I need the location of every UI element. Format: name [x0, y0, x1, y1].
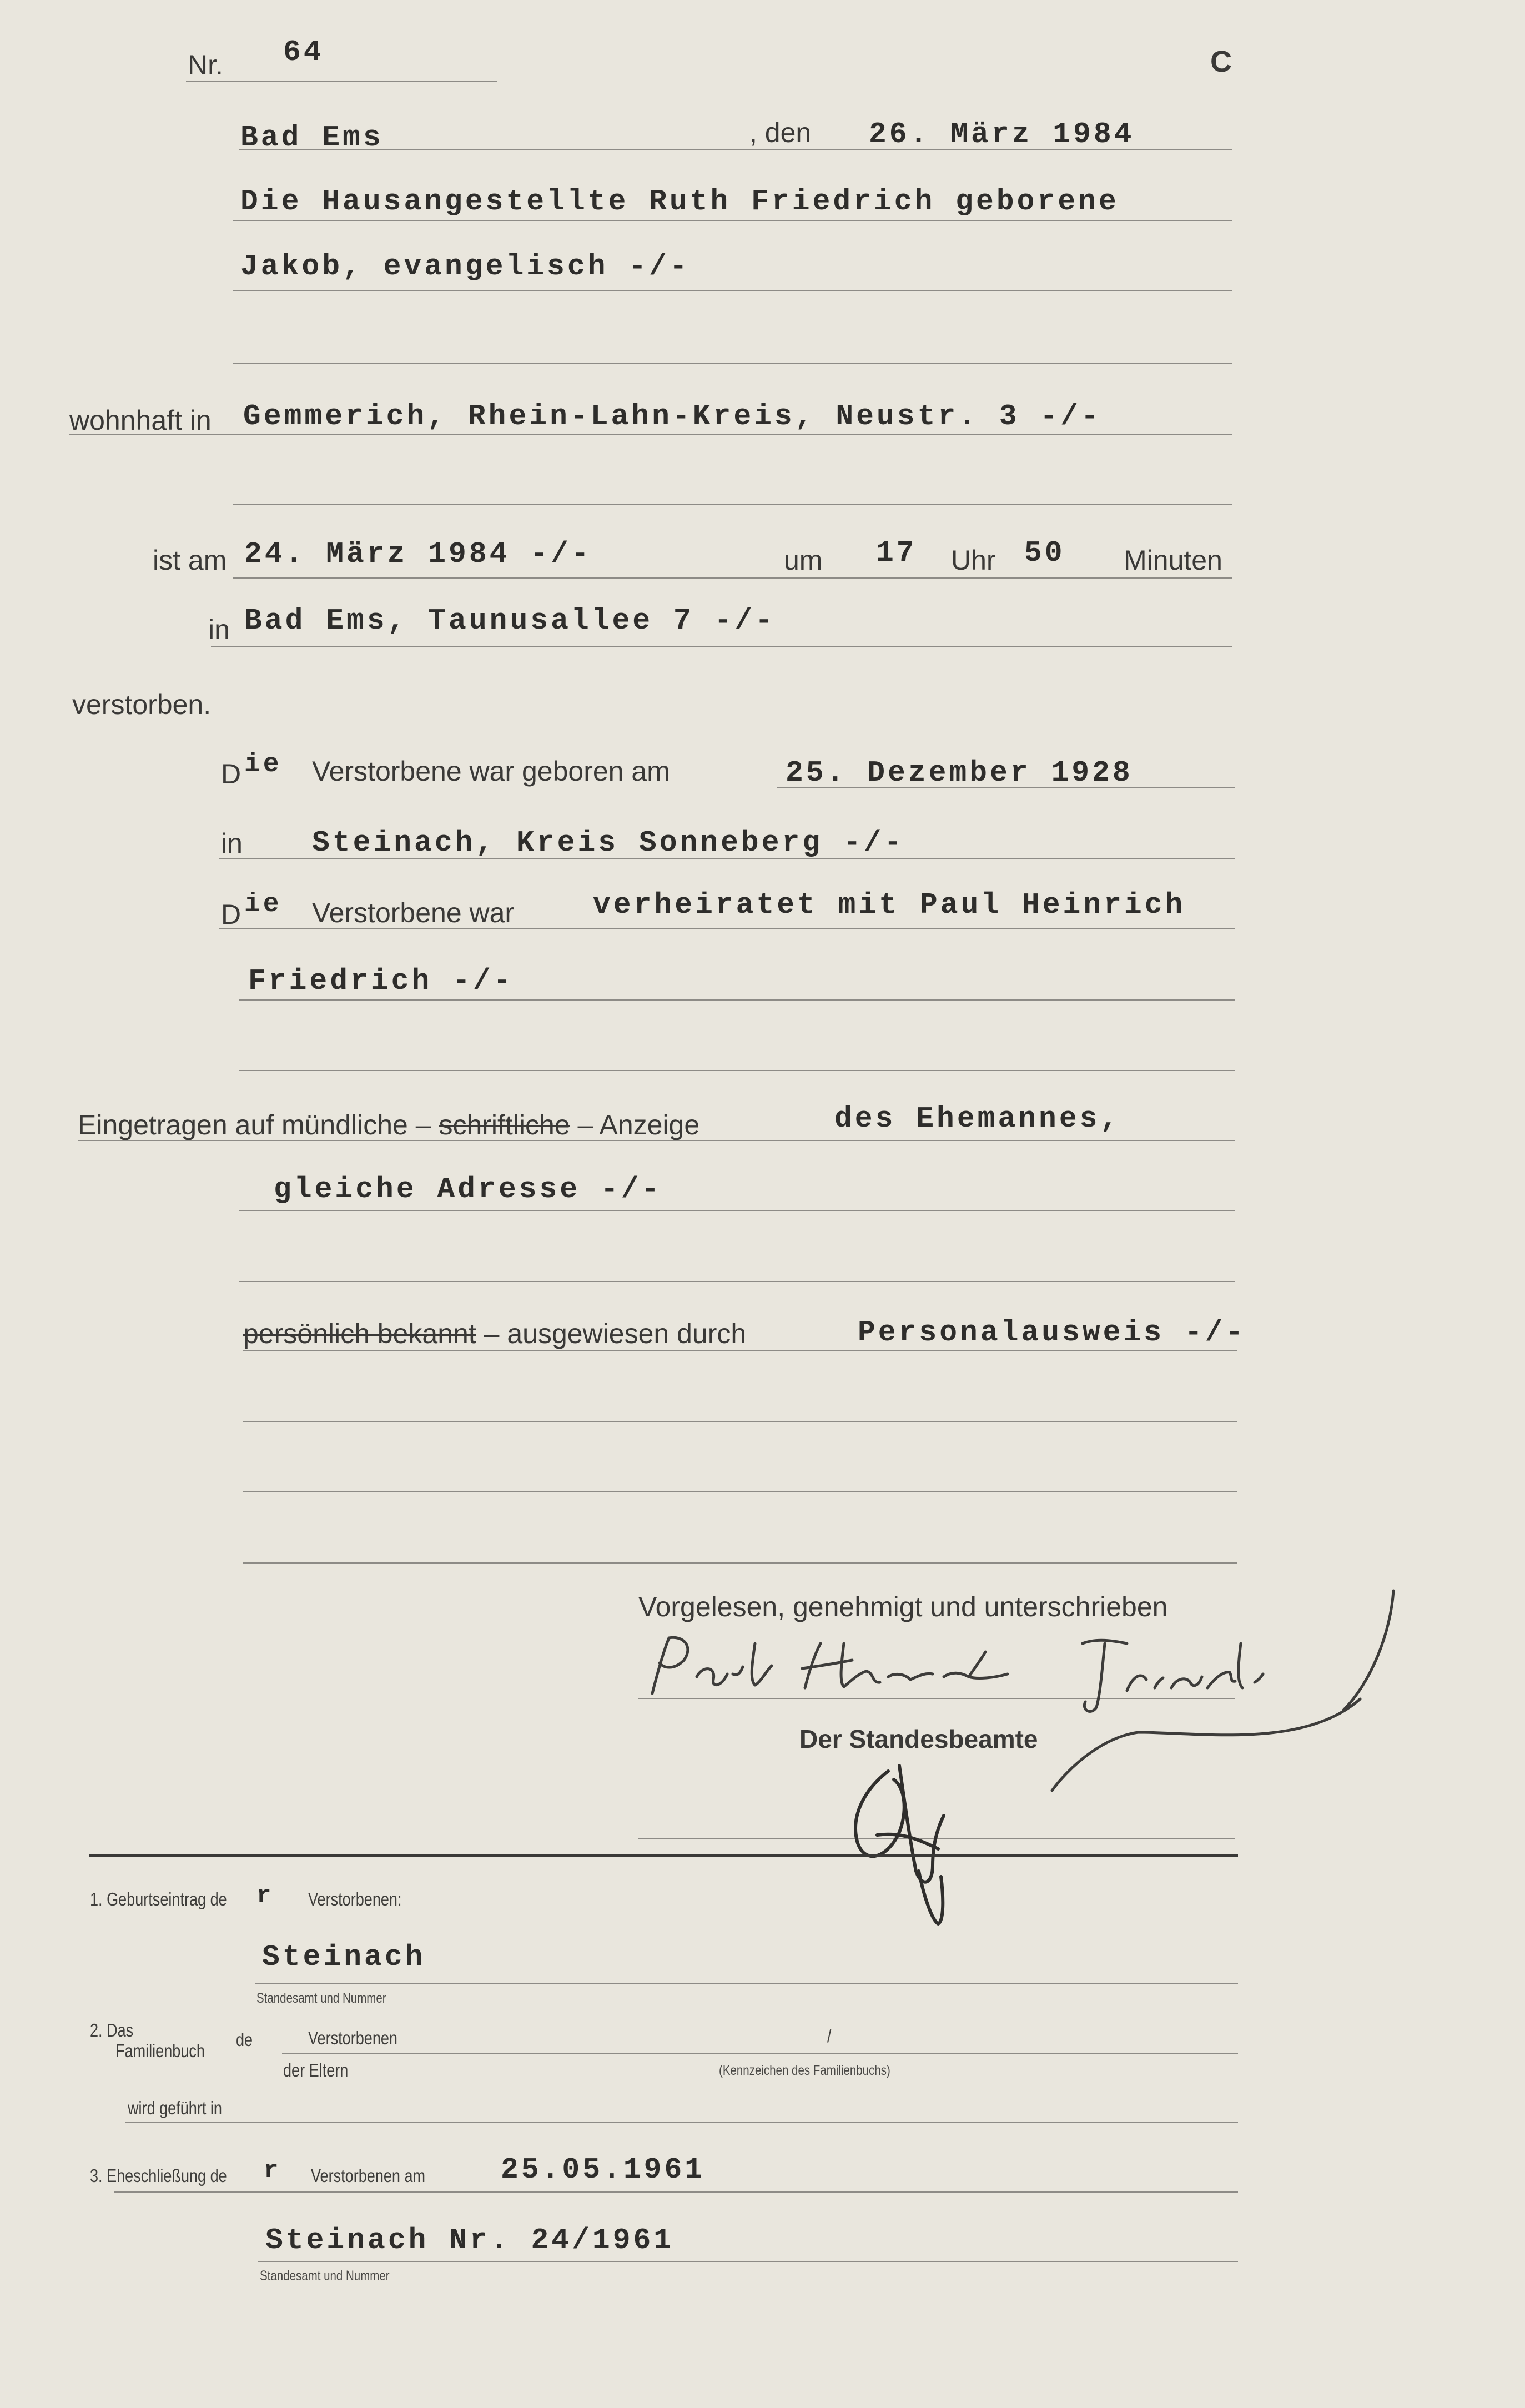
- footer-item3-value-line: [258, 2261, 1238, 2262]
- death-minuten-label: Minuten: [1124, 545, 1222, 576]
- footer-item1-line: [255, 1983, 1238, 1984]
- nr-label: Nr.: [188, 49, 223, 81]
- footer-item1-suffix: r: [256, 1882, 274, 1910]
- footer-item2-familienbuch: Familienbuch: [115, 2040, 205, 2061]
- birth-prefix: D: [221, 758, 241, 790]
- residence-value: Gemmerich, Rhein-Lahn-Kreis, Neustr. 3 -/-: [243, 400, 1101, 433]
- death-uhr-label: Uhr: [951, 545, 996, 576]
- death-place-value: Bad Ems, Taunusallee 7 -/-: [244, 604, 776, 637]
- death-date-value: 24. März 1984 -/-: [244, 537, 592, 571]
- footer-item3-label: 3. Eheschließung de: [90, 2165, 227, 2186]
- death-date-label: ist am: [153, 545, 227, 576]
- date-value: 26. März 1984: [869, 118, 1135, 151]
- husband-signature: [652, 1591, 1393, 1791]
- birth-place-label: in: [221, 828, 243, 859]
- footer-item3-date: 25.05.1961: [501, 2153, 706, 2186]
- identification-value: Personalausweis -/-: [858, 1316, 1246, 1349]
- footer-item2-de: de: [236, 2029, 253, 2050]
- footer-item3-label-end: Verstorbenen am: [311, 2165, 426, 2186]
- report-label-struck: schriftliche: [439, 1109, 570, 1140]
- report-line-2: gleiche Adresse -/-: [274, 1173, 662, 1206]
- death-um-label: um: [784, 545, 823, 576]
- report-label-end: – Anzeige: [570, 1109, 700, 1140]
- footer-item2-slash: /: [827, 2025, 832, 2046]
- nr-value: 64: [283, 36, 324, 69]
- verstorben-label: verstorben.: [72, 689, 212, 720]
- date-label: , den: [749, 117, 812, 148]
- footer-item1-label-end: Verstorbenen:: [308, 1889, 402, 1909]
- footer-item2-verstorbenen: Verstorbenen: [308, 2028, 397, 2048]
- birth-date-value: 25. Dezember 1928: [786, 756, 1133, 790]
- residence-label: wohnhaft in: [69, 405, 212, 436]
- birth-article: ie: [244, 750, 282, 780]
- declarant-line-1: Die Hausangestellte Ruth Friedrich geborene: [240, 185, 1119, 218]
- marital-article: ie: [244, 889, 282, 919]
- footer-item2-wird: wird geführt in: [128, 2098, 222, 2118]
- footer-item3-suffix: r: [264, 2157, 281, 2185]
- marital-line-2: Friedrich -/-: [248, 964, 514, 998]
- form-letter: C: [1210, 45, 1232, 78]
- footer-item1-caption: Standesamt und Nummer: [256, 1990, 386, 2006]
- marital-label: Verstorbene war: [312, 897, 515, 928]
- birth-label: Verstorbene war geboren am: [312, 756, 670, 787]
- footer-item3-value: Steinach Nr. 24/1961: [265, 2224, 675, 2257]
- marital-line-1: verheiratet mit Paul Heinrich: [593, 888, 1186, 922]
- footer-item1-label: 1. Geburtseintrag de: [90, 1889, 227, 1909]
- footer-divider: [89, 1854, 1238, 1857]
- death-place-label: in: [208, 614, 230, 645]
- report-line-1: des Ehemannes,: [834, 1102, 1121, 1135]
- death-hour-value: 17: [876, 536, 917, 570]
- footer-item3-caption: Standesamt und Nummer: [260, 2268, 390, 2284]
- registrar-label: Der Standesbeamte: [799, 1725, 1038, 1753]
- footer-item2-wird-line: [125, 2122, 1238, 2123]
- marital-prefix: D: [221, 899, 241, 930]
- report-label-start: Eingetragen auf mündliche –: [78, 1109, 439, 1140]
- identification-label-struck: persönlich bekannt: [243, 1318, 476, 1349]
- identification-label-end: – ausgewiesen durch: [476, 1318, 747, 1349]
- place-value: Bad Ems: [240, 121, 384, 154]
- footer-item1-value: Steinach: [262, 1941, 426, 1974]
- registrar-signature: [855, 1766, 944, 1924]
- footer-item2-num: 2. Das: [90, 2020, 134, 2040]
- read-approved-text: Vorgelesen, genehmigt und unterschrieben: [638, 1591, 1168, 1622]
- birth-place-value: Steinach, Kreis Sonneberg -/-: [312, 826, 905, 859]
- footer-item2-line: [282, 2053, 1238, 2054]
- footer-item2-der-eltern: der Eltern: [283, 2060, 349, 2080]
- footer-item2-kennzeichen: (Kennzeichen des Familienbuchs): [719, 2063, 890, 2078]
- footer-item3-line: [114, 2191, 1238, 2193]
- death-minutes-value: 50: [1024, 536, 1065, 570]
- declarant-line-2: Jakob, evangelisch -/-: [240, 250, 690, 283]
